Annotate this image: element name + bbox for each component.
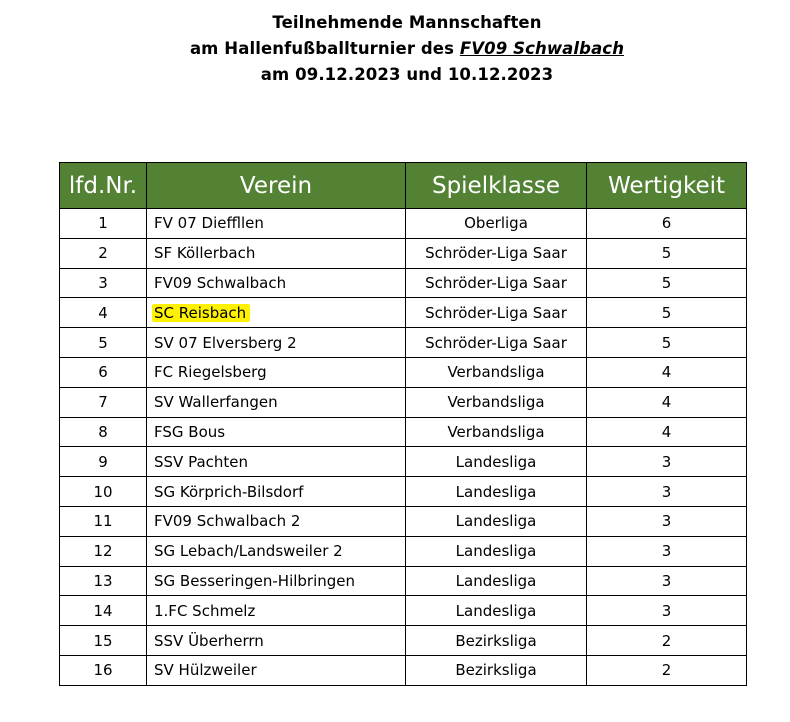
cell-verein: SG Körprich-Bilsdorf bbox=[147, 477, 406, 507]
cell-spielklasse: Bezirksliga bbox=[406, 626, 587, 656]
cell-wertigkeit: 4 bbox=[587, 357, 747, 387]
cell-verein: FV09 Schwalbach 2 bbox=[147, 506, 406, 536]
cell-lfd-nr: 10 bbox=[60, 477, 147, 507]
cell-verein: SG Lebach/Landsweiler 2 bbox=[147, 536, 406, 566]
cell-wertigkeit: 6 bbox=[587, 209, 747, 239]
cell-lfd-nr: 9 bbox=[60, 447, 147, 477]
highlighted-club-name: SC Reisbach bbox=[152, 304, 250, 322]
cell-spielklasse: Schröder-Liga Saar bbox=[406, 268, 587, 298]
cell-lfd-nr: 12 bbox=[60, 536, 147, 566]
cell-lfd-nr: 3 bbox=[60, 268, 147, 298]
title-line-2-prefix: am Hallenfußballturnier des bbox=[189, 39, 460, 58]
cell-wertigkeit: 5 bbox=[587, 238, 747, 268]
cell-wertigkeit: 5 bbox=[587, 298, 747, 328]
cell-lfd-nr: 14 bbox=[60, 596, 147, 626]
cell-wertigkeit: 3 bbox=[587, 447, 747, 477]
table-row bbox=[60, 596, 747, 626]
cell-spielklasse: Bezirksliga bbox=[406, 655, 587, 685]
cell-lfd-nr: 11 bbox=[60, 506, 147, 536]
cell-lfd-nr: 5 bbox=[60, 328, 147, 358]
cell-lfd-nr: 8 bbox=[60, 417, 147, 447]
table-row bbox=[60, 268, 747, 298]
cell-verein: SSV Überherrn bbox=[147, 626, 406, 656]
table-row bbox=[60, 566, 747, 596]
table-row bbox=[60, 536, 747, 566]
cell-verein: FV 07 Dieffllen bbox=[147, 209, 406, 239]
cell-verein: SV Wallerfangen bbox=[147, 387, 406, 417]
table-row bbox=[60, 626, 747, 656]
cell-wertigkeit: 3 bbox=[587, 477, 747, 507]
cell-verein: SSV Pachten bbox=[147, 447, 406, 477]
cell-spielklasse: Landesliga bbox=[406, 566, 587, 596]
header-wertigkeit: Wertigkeit bbox=[587, 163, 747, 209]
cell-spielklasse: Oberliga bbox=[406, 209, 587, 239]
cell-wertigkeit: 3 bbox=[587, 566, 747, 596]
cell-wertigkeit: 3 bbox=[587, 536, 747, 566]
document-title bbox=[0, 10, 790, 88]
cell-wertigkeit: 4 bbox=[587, 417, 747, 447]
cell-wertigkeit: 2 bbox=[587, 655, 747, 685]
teams-table-body bbox=[60, 209, 747, 686]
cell-spielklasse: Landesliga bbox=[406, 536, 587, 566]
cell-spielklasse: Verbandsliga bbox=[406, 417, 587, 447]
cell-lfd-nr: 6 bbox=[60, 357, 147, 387]
table-row bbox=[60, 477, 747, 507]
cell-spielklasse: Landesliga bbox=[406, 506, 587, 536]
title-club-name: FV09 Schwalbach bbox=[459, 39, 625, 58]
cell-lfd-nr: 16 bbox=[60, 655, 147, 685]
table-row bbox=[60, 238, 747, 268]
teams-table bbox=[59, 162, 747, 686]
cell-verein: FV09 Schwalbach bbox=[147, 268, 406, 298]
cell-verein bbox=[147, 298, 406, 328]
cell-lfd-nr: 15 bbox=[60, 626, 147, 656]
cell-wertigkeit: 2 bbox=[587, 626, 747, 656]
cell-wertigkeit: 3 bbox=[587, 506, 747, 536]
table-row bbox=[60, 655, 747, 685]
cell-verein: SV 07 Elversberg 2 bbox=[147, 328, 406, 358]
cell-wertigkeit: 4 bbox=[587, 387, 747, 417]
cell-verein: FC Riegelsberg bbox=[147, 357, 406, 387]
header-lfd-nr: lfd.Nr. bbox=[60, 163, 147, 209]
title-line-1: Teilnehmende Mannschaften bbox=[272, 13, 542, 32]
cell-lfd-nr: 2 bbox=[60, 238, 147, 268]
cell-wertigkeit: 5 bbox=[587, 268, 747, 298]
cell-spielklasse: Verbandsliga bbox=[406, 387, 587, 417]
cell-spielklasse: Schröder-Liga Saar bbox=[406, 238, 587, 268]
teams-table-header bbox=[60, 163, 747, 209]
cell-spielklasse: Schröder-Liga Saar bbox=[406, 298, 587, 328]
table-row bbox=[60, 328, 747, 358]
cell-verein: SG Besseringen-Hilbringen bbox=[147, 566, 406, 596]
table-row bbox=[60, 387, 747, 417]
header-verein: Verein bbox=[147, 163, 406, 209]
cell-spielklasse: Landesliga bbox=[406, 477, 587, 507]
cell-verein: SF Köllerbach bbox=[147, 238, 406, 268]
cell-lfd-nr: 4 bbox=[60, 298, 147, 328]
table-row bbox=[60, 417, 747, 447]
title-line-3: am 09.12.2023 und 10.12.2023 bbox=[260, 65, 554, 84]
header-spielklasse: Spielklasse bbox=[406, 163, 587, 209]
cell-spielklasse: Landesliga bbox=[406, 447, 587, 477]
cell-spielklasse: Landesliga bbox=[406, 596, 587, 626]
title-line-2 bbox=[0, 36, 790, 62]
table-row bbox=[60, 447, 747, 477]
table-row bbox=[60, 298, 747, 328]
cell-verein: FSG Bous bbox=[147, 417, 406, 447]
cell-verein: SV Hülzweiler bbox=[147, 655, 406, 685]
cell-spielklasse: Verbandsliga bbox=[406, 357, 587, 387]
cell-spielklasse: Schröder-Liga Saar bbox=[406, 328, 587, 358]
cell-wertigkeit: 5 bbox=[587, 328, 747, 358]
cell-lfd-nr: 7 bbox=[60, 387, 147, 417]
cell-lfd-nr: 13 bbox=[60, 566, 147, 596]
cell-lfd-nr: 1 bbox=[60, 209, 147, 239]
cell-verein: 1.FC Schmelz bbox=[147, 596, 406, 626]
table-row bbox=[60, 506, 747, 536]
cell-wertigkeit: 3 bbox=[587, 596, 747, 626]
table-row bbox=[60, 357, 747, 387]
table-row bbox=[60, 209, 747, 239]
